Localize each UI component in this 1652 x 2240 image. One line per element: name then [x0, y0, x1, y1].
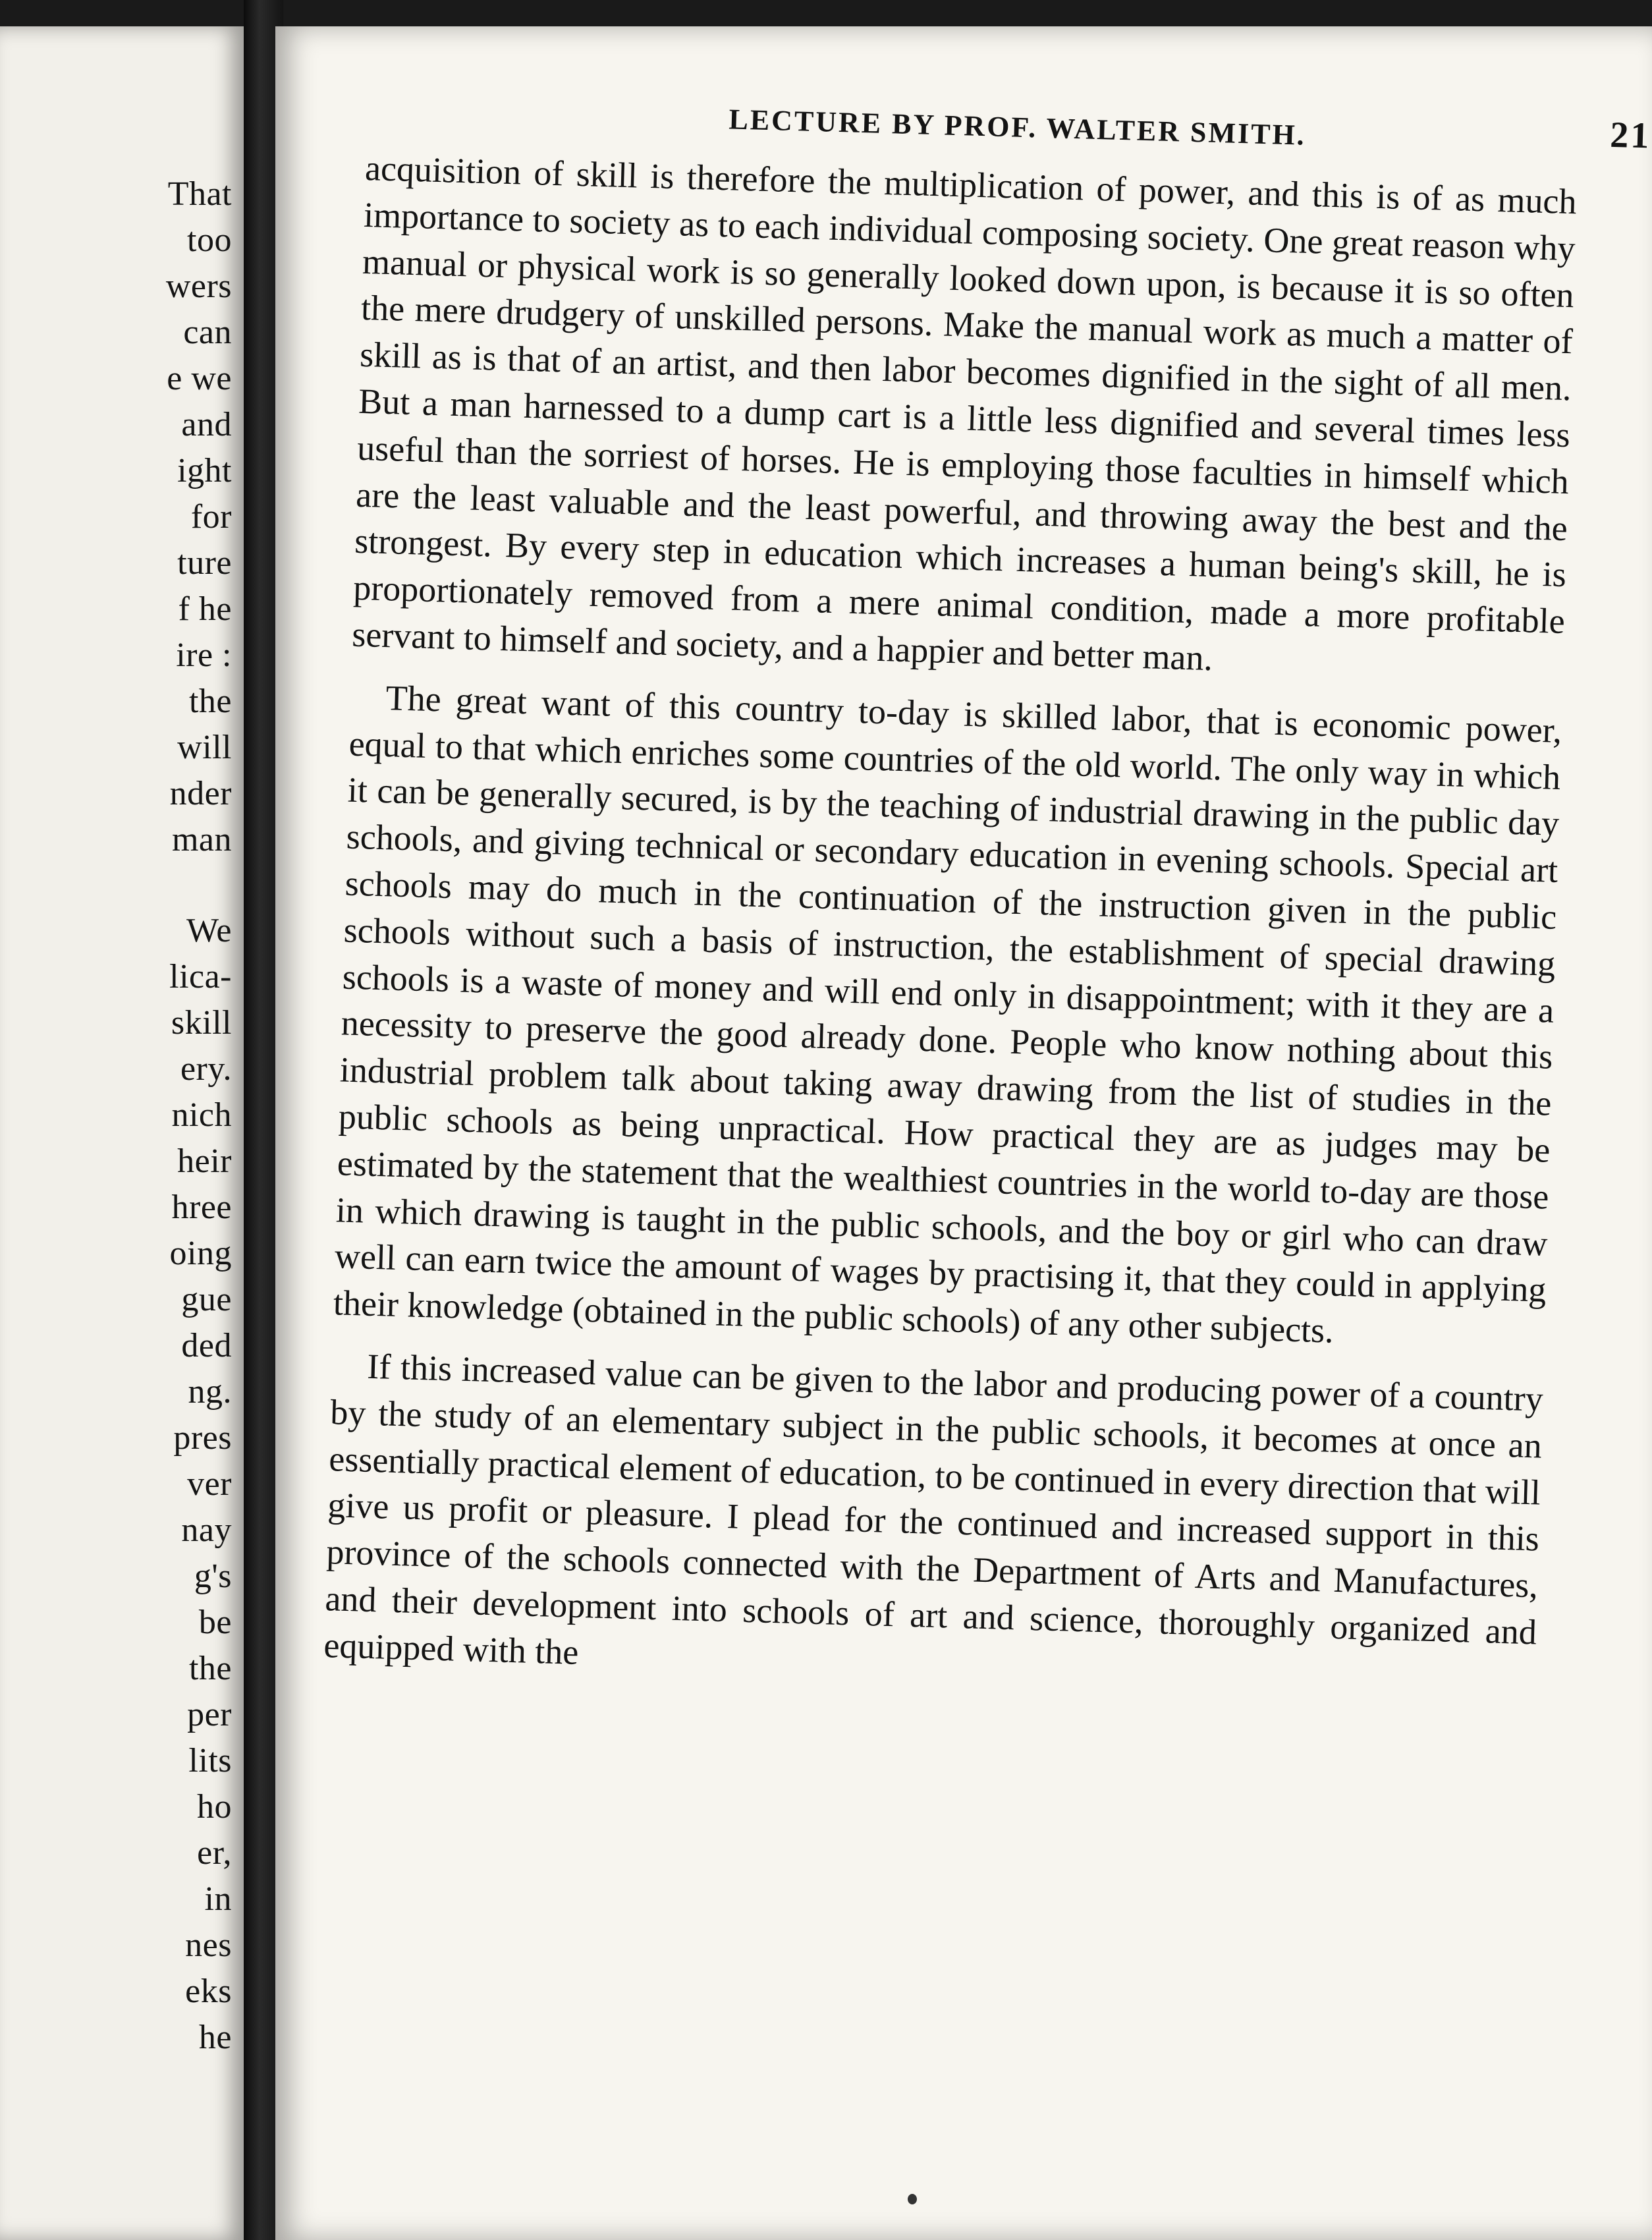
left-line: ture [177, 544, 232, 582]
left-line: and [181, 406, 232, 443]
left-line: ng. [188, 1373, 232, 1411]
left-line: ight [177, 452, 232, 490]
left-line: he [198, 2019, 232, 2056]
left-line: hree [171, 1189, 232, 1226]
left-line: er, [197, 1834, 232, 1872]
left-line: in [204, 1880, 232, 1918]
left-line: lica- [169, 958, 232, 995]
left-line: ded [181, 1327, 232, 1364]
paragraph-3: If this increased value can be given to the labor and producing power of a country by the study of an elementary subject in the public schools, it becomes at once an essentially practical element of education, to be continued in every direction that will give us profit or pleasure. I plead for the continued and increased support in this province of the schools connected with the Department of Arts and Manufactures, and their development into schools of art and science, thoroughly organized and equipped with the [323, 1346, 1544, 1672]
page-number: 21 [1609, 114, 1652, 157]
left-line: wers [165, 267, 232, 305]
left-line: e we [167, 360, 232, 397]
left-line: lits [188, 1742, 232, 1779]
right-page [275, 26, 1652, 2240]
ink-spot [908, 2194, 917, 2204]
left-line: can [183, 314, 232, 351]
paragraph-2: The great want of this country to-day is skilled labor, that is economic power, equal to that which enriches some countries of the old world. The only way in which it can be generally secured, is by the teaching of industrial drawing in the public day schools, and giving technical or secondary education in evening schools. Special art schools may do much in the continuation of the instruction given in the public schools without such a basis of instruction, the establishment of special drawing schools is a waste of money and will end only in disappointment; with it they are a necessity to preserve the good already done. People who know nothing about this industrial problem talk about taking away drawing from the list of studies in the public schools as being unpractical. How practical they are as judges may be estimated by the statement that the wealthiest countries in the world to-day are those in which drawing is taught in the public schools, and the boy or girl who can draw well can earn twice the amount of wages by practising it, that they could in applying their knowledge (obtained in the public schools) of any other subjects. [333, 677, 1562, 1351]
left-line: man [171, 821, 232, 858]
left-line: ho [197, 1788, 232, 1826]
left-line: f he [178, 590, 232, 628]
left-line: That [167, 175, 232, 213]
left-line: g's [194, 1557, 232, 1595]
left-line: skill [171, 1004, 232, 1042]
left-line: nich [171, 1096, 232, 1134]
left-line: nder [169, 775, 232, 812]
left-line: for [190, 498, 232, 536]
left-line: nes [185, 1926, 232, 1964]
left-line: too [187, 221, 232, 259]
left-line: gue [181, 1281, 232, 1318]
left-line: per [187, 1696, 232, 1733]
running-title: LECTURE BY PROF. WALTER SMITH. [728, 103, 1307, 152]
left-line: ver [187, 1465, 232, 1503]
paragraph-1: acquisition of skill is therefore the multiplication of power, and this is of as much importance to society as to each individual composing society. One great reason why manual or physical work is so generally looked down upon, is because it is so often the mere drudgery of unskilled persons. Make the manual work as much a matter of skill as is that of an artist, and then labor becomes dignified in the sight of all men. But a man harnessed to a dump cart is a little less dignified and several times less useful than the sorriest of horses. He is employing those faculties in himself which are the least valuable and the least powerful, and throwing away the best and the strongest. By every step in education which increases a human being's skill, he is proportionately removed from a mere animal condition, made a more profitable servant to himself and society, and a happier and better man. [351, 148, 1578, 679]
paragraph-gap [0, 863, 244, 908]
left-line: ery. [180, 1050, 232, 1088]
left-line: We [186, 912, 232, 949]
left-page-fragment [0, 26, 244, 2240]
left-line: nay [181, 1511, 232, 1549]
page-content [323, 79, 1652, 1702]
left-line: the [188, 683, 232, 720]
left-line: the [188, 1650, 232, 1687]
left-line: pres [173, 1419, 232, 1457]
left-line: ire : [176, 636, 232, 674]
left-page-text-column [0, 171, 244, 2061]
left-line: oing [169, 1235, 232, 1272]
left-line: will [177, 729, 232, 766]
left-line: eks [185, 1973, 232, 2010]
left-line: be [198, 1604, 232, 1641]
left-line: heir [177, 1142, 232, 1180]
